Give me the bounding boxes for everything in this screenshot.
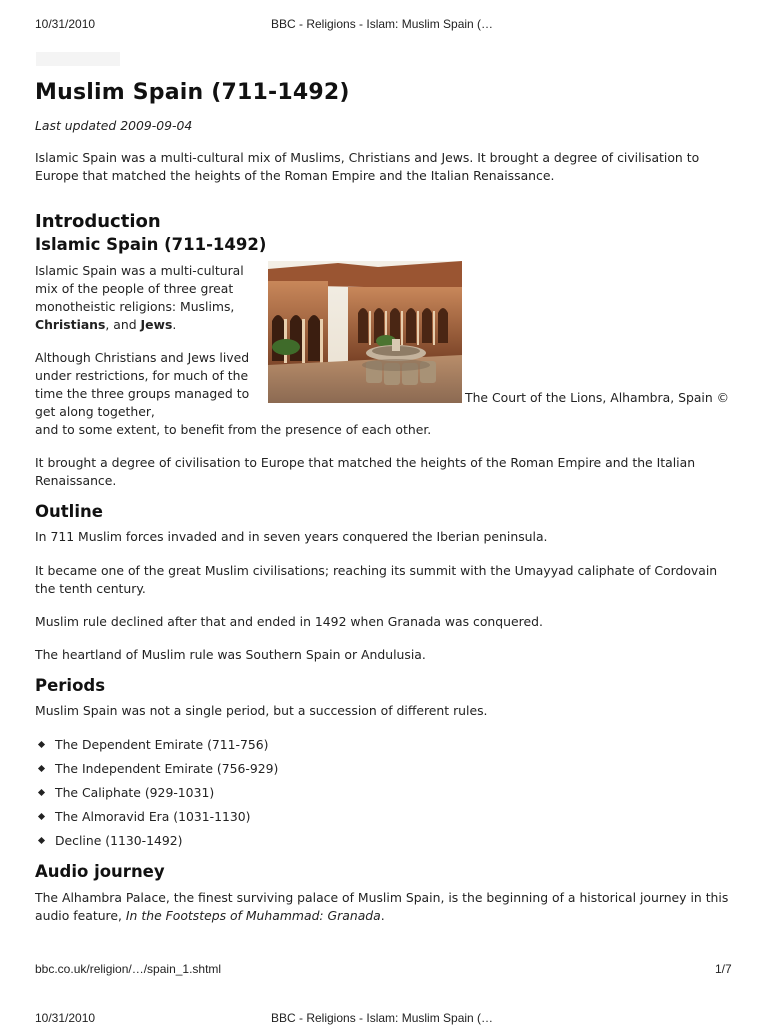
outline-paragraph-4: The heartland of Muslim rule was Southern Spain or Andulusia.	[35, 647, 426, 662]
outline-heading: Outline	[35, 502, 103, 521]
bullet-icon	[38, 789, 45, 796]
list-item: The Caliphate (929-1031)	[35, 784, 278, 808]
periods-intro: Muslim Spain was not a single period, but a succession of different rules.	[35, 703, 488, 718]
page-title: Muslim Spain (711-1492)	[35, 80, 350, 105]
introduction-subheading: Islamic Spain (711-1492)	[35, 235, 267, 254]
print-url: bbc.co.uk/religion/…/spain_1.shtml	[35, 962, 222, 976]
periods-list	[35, 736, 278, 856]
outline-paragraph-1: In 711 Muslim forces invaded and in seven years conquered the Iberian peninsula.	[35, 529, 548, 544]
intro-paragraph-2: Although Christians and Jews lived under restrictions, for much of the time the three groups managed to get along together,	[35, 350, 250, 419]
next-print-title: BBC - Religions - Islam: Muslim Spain (…	[271, 1011, 494, 1025]
court-of-lions-image	[268, 261, 462, 403]
outline-paragraph-2: It became one of the great Muslim civilisations; reaching its summit with the Umayyad caliphate of Cordovain the tenth century.	[35, 563, 718, 596]
list-item: The Dependent Emirate (711-756)	[35, 736, 278, 760]
list-item: The Almoravid Era (1031-1130)	[35, 808, 278, 832]
bullet-icon	[38, 837, 45, 844]
intro-paragraph-2-end: and to some extent, to benefit from the presence of each other.	[35, 422, 432, 437]
last-updated: Last updated 2009-09-04	[35, 118, 193, 133]
bbc-logo-placeholder	[36, 52, 120, 66]
introduction-heading: Introduction	[35, 211, 161, 232]
list-item: Decline (1130-1492)	[35, 832, 278, 856]
print-date: 10/31/2010	[35, 17, 96, 31]
outline-paragraph-3: Muslim rule declined after that and ended in 1492 when Granada was conquered.	[35, 614, 543, 629]
list-item: The Independent Emirate (756-929)	[35, 760, 278, 784]
bullet-icon	[38, 765, 45, 772]
audio-paragraph: The Alhambra Palace, the finest surviving palace of Muslim Spain, is the beginning of a historical journey in this audio feature, In the Footsteps of Muhammad: Granada.	[35, 890, 729, 923]
audio-feature-title[interactable]: In the Footsteps of Muhammad: Granada	[125, 908, 381, 923]
page-number: 1/7	[715, 962, 732, 976]
periods-heading: Periods	[35, 676, 106, 695]
print-title: BBC - Religions - Islam: Muslim Spain (…	[271, 17, 494, 31]
summary: Islamic Spain was a multi-cultural mix of Muslims, Christians and Jews. It brought a degree of civilisation to Europe that matched the heights of the Roman Empire and the Italian Renaissance.	[35, 150, 700, 183]
intro-paragraph-3: It brought a degree of civilisation to Europe that matched the heights of the Roman Empire and the Italian Renaissance.	[35, 455, 696, 488]
bullet-icon	[38, 741, 45, 748]
audio-heading: Audio journey	[35, 862, 165, 881]
next-print-date: 10/31/2010	[35, 1011, 96, 1025]
intro-paragraph-1: Islamic Spain was a multi-cultural mix of the people of three great monotheistic religions: Muslims, Christians, and Jews.	[35, 263, 244, 332]
bullet-icon	[38, 813, 45, 820]
image-caption: The Court of the Lions, Alhambra, Spain ©	[465, 390, 730, 405]
